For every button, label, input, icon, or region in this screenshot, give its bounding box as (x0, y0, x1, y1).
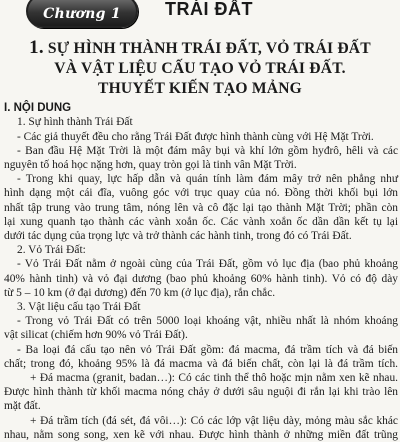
text-line: từ 5 – 10 km (ở đại dương) đến 70 km (ở lục địa), rắn chắc. (4, 286, 276, 299)
text-line: - Trong khi quay, lực hấp dẫn và quán tính làm đám mây trở nên phẳng như (17, 173, 398, 186)
text-line: nhất tập trung vào trung tâm, nóng lên và cô đặc lại tạo thành Mặt Trời; phần còn (4, 201, 398, 214)
text-line: hình dạng một cái đĩa, vuông góc với trục quay của nó. Đồng thời khối bụi lớn (4, 187, 398, 200)
subheading: 1. Sự hình thành Trái Đất (17, 116, 133, 129)
text-line: dưới tác dụng của trọng lực và trở thành các hành tinh, trong đó có Trái Đất. (4, 230, 352, 243)
subheading: 2. Vỏ Trái Đất: (17, 244, 86, 257)
section-title-line-2: VÀ VẬT LIỆU CẤU TẠO VỎ TRÁI ĐẤT. (54, 60, 346, 77)
text-line: Được hình thành từ khối macma nóng chảy ở dưới sâu nguội đi rắn lại khi trào lên (4, 386, 398, 399)
chapter-title: TRÁI ĐẤT (165, 0, 253, 19)
text-line: - Các giả thuyết đều cho rằng Trái Đất được hình thành cùng với Hệ Mặt Trời. (17, 130, 374, 143)
text-line: - Ban đầu Hệ Mặt Trời là một đám mây bụi và khí lớn gồm hyđrô, hêli và các (17, 144, 398, 157)
section-title (20, 38, 380, 99)
text-line: - Trong vỏ Trái Đất có trên 5000 loại khoáng vật, nhiều nhất là nhóm khoáng (17, 315, 398, 328)
text-line: vật silicat (chiếm hơn 90% vỏ Trái Đất). (4, 329, 188, 342)
text-line: chất; trong đó, khoảng 95% là đá macma và đá biến chất, còn lại là đá trầm tích. (4, 357, 398, 370)
chapter-badge: Chương 1 (26, 0, 138, 28)
content-heading: I. NỘI DUNG (4, 102, 72, 114)
text-line: - Vỏ Trái Đất nằm ở ngoài cùng của Trái Đất, gồm vỏ lục địa (bao phủ khoảng (17, 258, 398, 271)
text-line: nguyên tố hoá học nặng hơn, quay tròn gọi là tinh vân Mặt Trời. (4, 159, 297, 172)
text-line: nhau, nằm song song, xen kẽ với nhau. Được hình thành ở những miền đất trũng (4, 428, 398, 441)
subheading: 3. Vật liệu cấu tạo Trái Đất (17, 301, 141, 314)
text-line: 40% hành tinh) và vỏ đại dương (bao phủ khoảng 60% hành tinh). Vỏ có độ dày (4, 272, 398, 285)
text-line: - Ba loại đá cấu tạo nên vỏ Trái Đất gồm: đá macma, đá trầm tích và đá biến (17, 343, 398, 356)
text-line: mặt đất. (4, 400, 41, 413)
text-line: lại xung quanh tạo thành các vành xoắn ốc. Các vành xoắn ốc dần dần kết tụ lại (4, 215, 398, 228)
content-body (4, 101, 398, 442)
text-line: + Đá trầm tích (đá sét, đá vôi…): Có các lớp vật liệu dày, mỏng màu sắc khác (30, 414, 398, 427)
section-title-line-1: 1. SỰ HÌNH THÀNH TRÁI ĐẤT, VỎ TRÁI ĐẤT (29, 37, 371, 58)
text-line: + Đá macma (granit, badan…): Có các tinh thể thô hoặc mịn nằm xen kẽ nhau. (30, 372, 398, 385)
chapter-header (0, 0, 400, 26)
section-number: 1. (29, 37, 44, 58)
section-title-line-3: THUYẾT KIẾN TẠO MẢNG (97, 80, 302, 97)
